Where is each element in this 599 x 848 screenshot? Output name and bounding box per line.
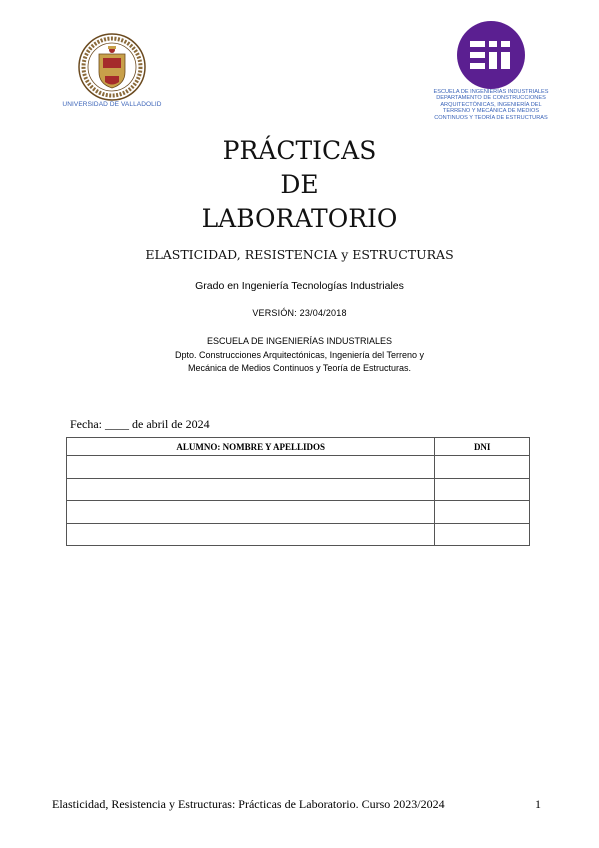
name-cell[interactable]	[67, 501, 435, 524]
student-table	[66, 437, 530, 546]
table-row	[67, 523, 530, 546]
name-cell[interactable]	[67, 478, 435, 501]
caption-line: ESCUELA DE INGENIERÍAS INDUSTRIALES	[433, 89, 549, 95]
header-name: ALUMNO: NOMBRE Y APELLIDOS	[67, 438, 435, 456]
university-caption: UNIVERSIDAD DE VALLADOLID	[62, 101, 162, 108]
dni-cell[interactable]	[435, 478, 530, 501]
name-cell[interactable]	[67, 456, 435, 479]
dni-cell[interactable]	[435, 456, 530, 479]
caption-line: CONTINUOS Y TEORÍA DE ESTRUCTURAS	[434, 114, 548, 121]
name-cell[interactable]	[67, 523, 435, 546]
caption-line: TERRENO Y MECÁNICA DE MEDIOS	[442, 108, 540, 115]
university-seal-icon	[72, 32, 152, 102]
dni-cell[interactable]	[435, 523, 530, 546]
caption-line: DEPARTAMENTO DE CONSTRUCCIONES	[436, 95, 546, 102]
table-header-row	[67, 438, 530, 456]
title-line: LABORATORIO	[201, 204, 398, 233]
version-label: VERSIÓN: 23/04/2018	[252, 308, 347, 318]
dni-cell[interactable]	[435, 501, 530, 524]
date-field: Fecha: ____ de abril de 2024	[70, 417, 210, 431]
page-number: 1	[535, 797, 541, 811]
department-caption	[418, 89, 564, 121]
page-footer: Elasticidad, Resistencia y Estructuras: Prácticas de Laboratorio. Curso 2023/2024	[52, 797, 445, 811]
school-line: Mecánica de Medios Continuos y Teoría de Estructuras.	[188, 363, 411, 373]
table-row	[67, 456, 530, 479]
course-subtitle: ELASTICIDAD, RESISTENCIA y ESTRUCTURAS	[145, 247, 454, 262]
school-line: Dpto. Construcciones Arquitectónicas, Ingeniería del Terreno y	[175, 349, 424, 360]
school-block	[0, 335, 599, 376]
school-line: ESCUELA DE INGENIERÍAS INDUSTRIALES	[206, 336, 393, 346]
title-line: DE	[280, 170, 319, 199]
eii-logo-icon	[456, 20, 526, 90]
table-row	[67, 478, 530, 501]
table-row	[67, 501, 530, 524]
document-title	[0, 134, 599, 236]
degree-label: Grado en Ingeniería Tecnologías Industriales	[195, 280, 404, 292]
header-dni: DNI	[435, 438, 530, 456]
caption-line: ARQUITECTÓNICAS, INGENIERÍA DEL	[440, 101, 542, 108]
title-line: PRÁCTICAS	[222, 136, 377, 165]
